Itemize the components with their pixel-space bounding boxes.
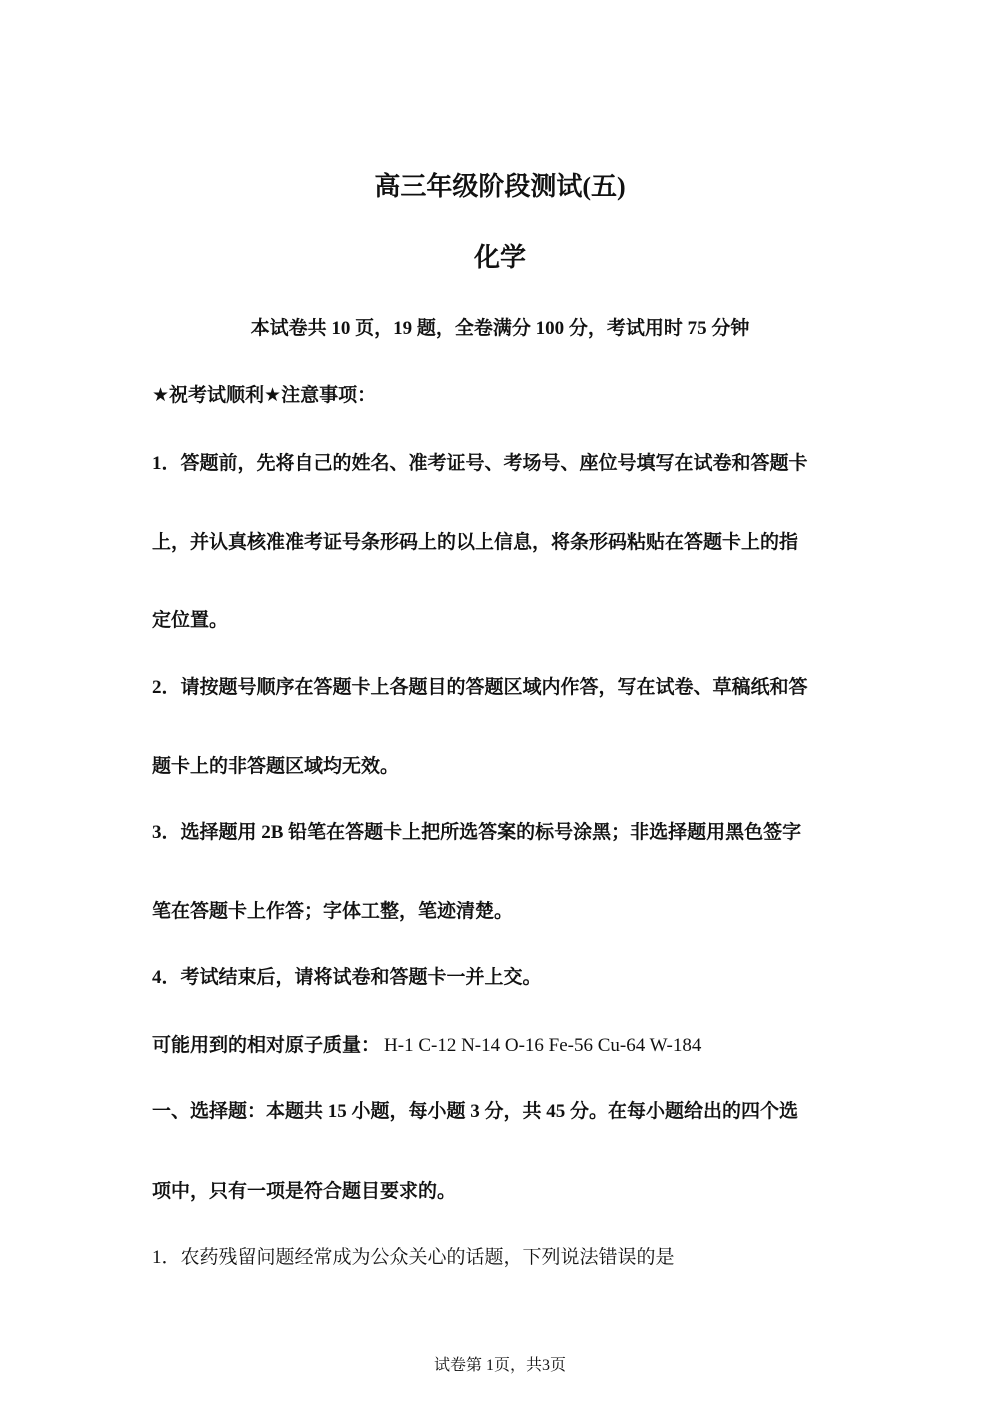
atomic-masses-label: 可能用到的相对原子质量： bbox=[152, 1034, 381, 1056]
instruction-2-line-2: 题卡上的非答题区域均无效。 bbox=[152, 755, 400, 777]
atomic-masses-values: H-1 C-12 N-14 O-16 Fe-56 Cu-64 W-184 bbox=[384, 1035, 702, 1056]
section-heading-line-2: 项中，只有一项是符合题目要求的。 bbox=[152, 1180, 457, 1202]
exam-info: 本试卷共 10 页，19 题，全卷满分 100 分，考试用时 75 分钟 bbox=[250, 318, 750, 339]
notice-header: ★祝考试顺利★注意事项： bbox=[152, 384, 377, 406]
instruction-3-line-1: 3．选择题用 2B 铅笔在答题卡上把所选答案的标号涂黑；非选择题用黑色签字 bbox=[152, 822, 802, 843]
page-title: 高三年级阶段测试(五) bbox=[374, 172, 626, 201]
instruction-1-line-2: 上，并认真核准准考证号条形码上的以上信息，将条形码粘贴在答题卡上的指 bbox=[152, 531, 799, 553]
instruction-1-line-3: 定位置。 bbox=[152, 609, 229, 631]
instruction-2-line-1: 2．请按题号顺序在答题卡上各题目的答题区域内作答，写在试卷、草稿纸和答 bbox=[152, 677, 808, 698]
instruction-3-line-2: 笔在答题卡上作答；字体工整，笔迹清楚。 bbox=[152, 900, 514, 922]
atomic-masses bbox=[152, 1032, 701, 1059]
instruction-4: 4．考试结束后，请将试卷和答题卡一并上交。 bbox=[152, 967, 542, 988]
instruction-1-line-1: 1．答题前，先将自己的姓名、准考证号、考场号、座位号填写在试卷和答题卡 bbox=[152, 453, 808, 474]
subject-heading: 化学 bbox=[473, 243, 526, 273]
page-footer: 试卷第 1页，共3页 bbox=[433, 1357, 566, 1374]
section-heading-line-1: 一、选择题：本题共 15 小题，每小题 3 分，共 45 分。在每小题给出的四个选 bbox=[152, 1101, 799, 1122]
question-1-stem: 1．农药残留问题经常成为公众关心的话题，下列说法错误的是 bbox=[152, 1247, 675, 1268]
